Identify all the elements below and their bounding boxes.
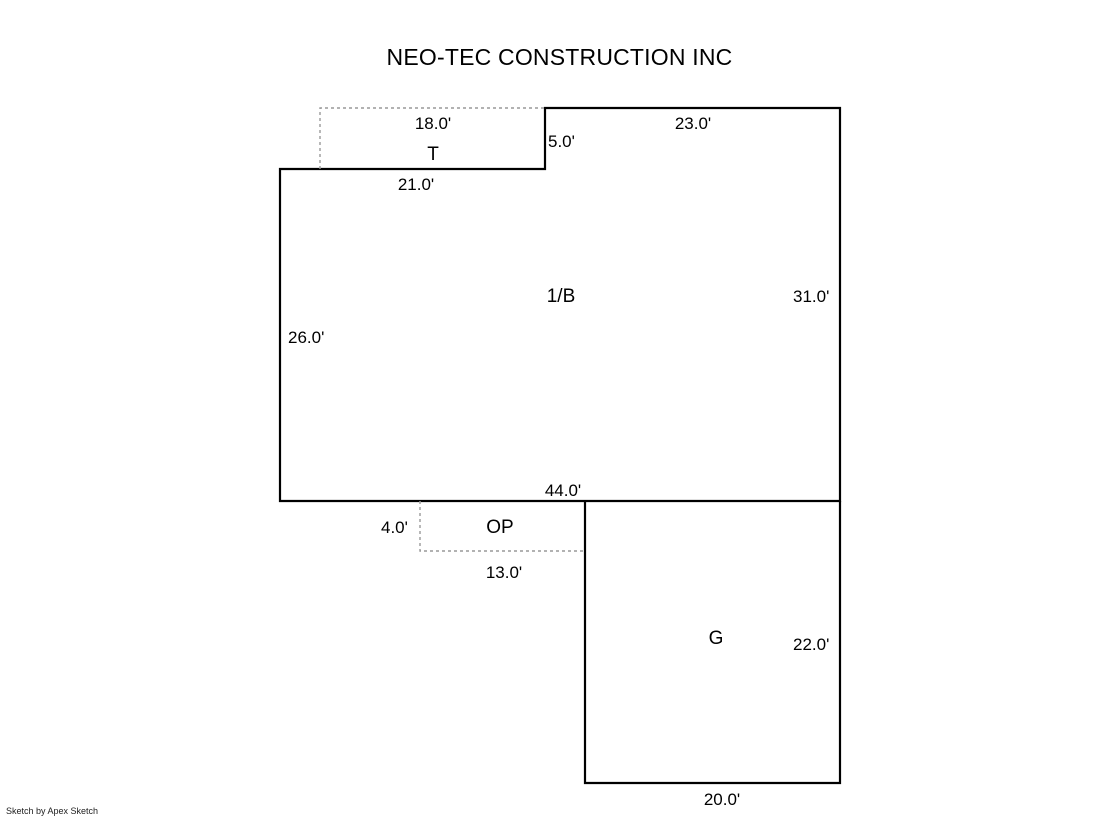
dimension-label-t-bottom: 21.0' xyxy=(397,175,435,194)
dimension-label-top-t: 18.0' xyxy=(414,114,452,133)
credit-text: Sketch by Apex Sketch xyxy=(6,806,99,816)
dimension-label-notch-height: 5.0' xyxy=(548,132,575,151)
dimension-label-right-1b: 31.0' xyxy=(793,287,830,306)
dimension-label-top-right: 23.0' xyxy=(674,114,712,133)
room-label-t: T xyxy=(427,144,439,165)
room-label-g: G xyxy=(708,628,724,649)
building-outline-solid xyxy=(280,108,840,783)
room-label-1b: 1/B xyxy=(546,286,576,307)
dimension-label-op-width: 13.0' xyxy=(485,563,523,582)
dimension-label-g-right: 22.0' xyxy=(793,635,830,654)
page-title: NEO-TEC CONSTRUCTION INC xyxy=(386,44,733,70)
room-label-op: OP xyxy=(486,517,514,538)
dimension-label-op-height: 4.0' xyxy=(381,518,408,537)
dimension-label-bottom-1b: 44.0' xyxy=(544,481,582,500)
dimension-label-g-bottom: 20.0' xyxy=(703,790,741,809)
dimension-label-left-1b: 26.0' xyxy=(288,328,325,347)
